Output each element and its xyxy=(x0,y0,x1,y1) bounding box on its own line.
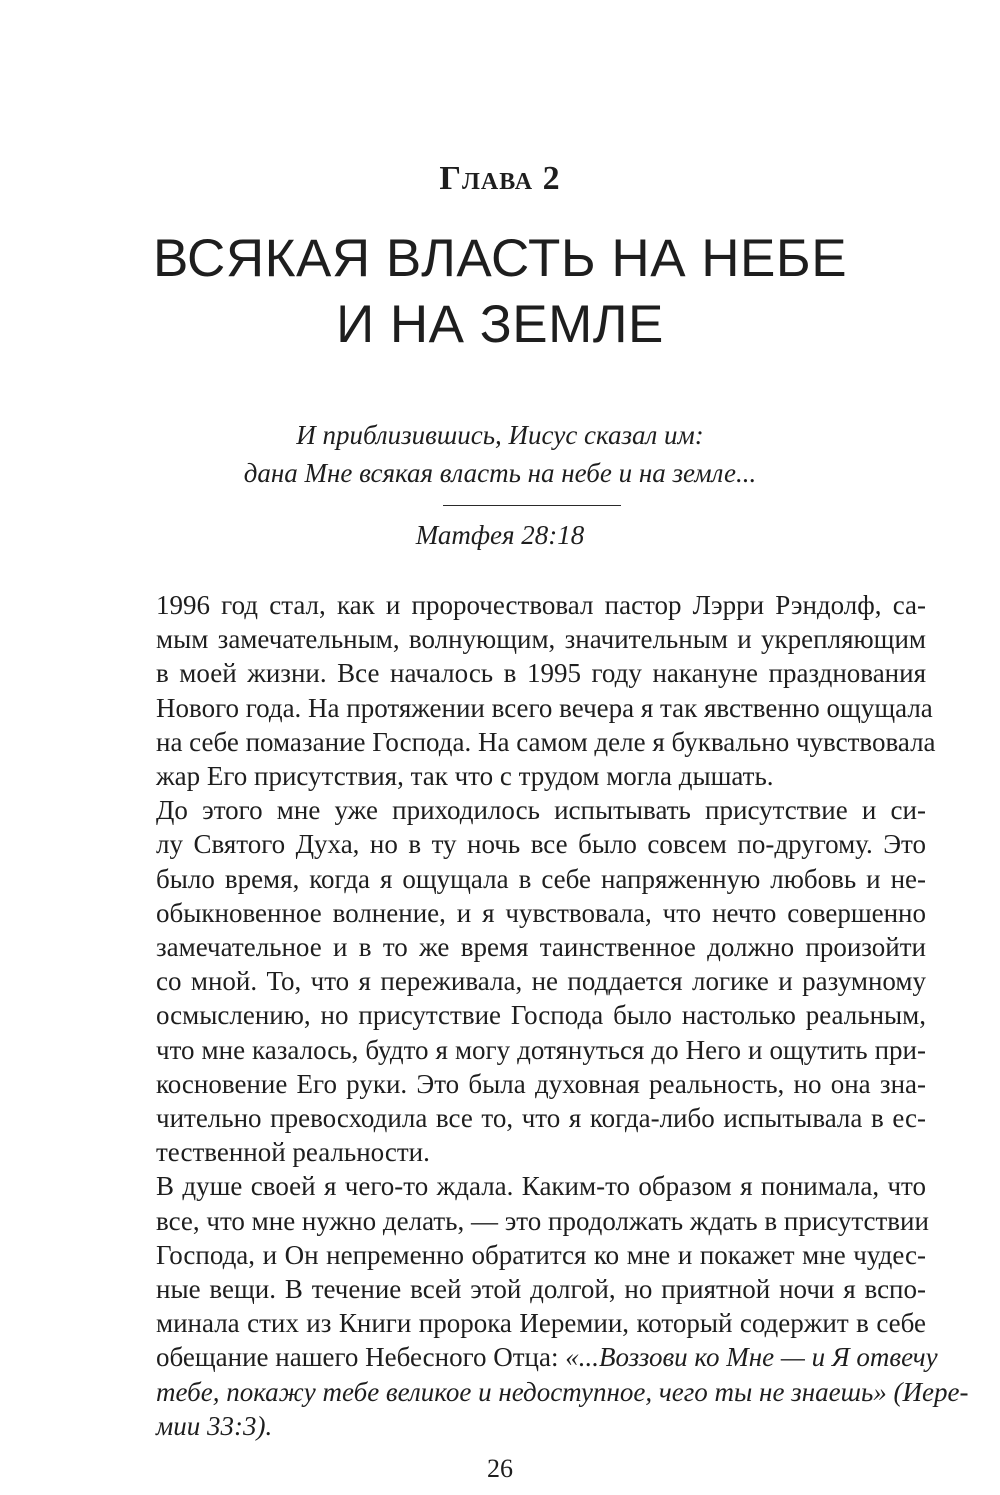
paragraph xyxy=(156,1169,969,1443)
text-line: чительно превосходила все то, что я когда-либо испытывала в ес- xyxy=(156,1103,926,1134)
text-line: осмыслению, но присутствие Господа было настолько реальным, xyxy=(156,1000,926,1031)
text-line: мым замечательным, волнующим, значительным и укрепляющим xyxy=(156,624,926,655)
text-plain: обещание нашего Небесного Отца: xyxy=(156,1342,566,1373)
text-line: жар Его присутствия, так что с трудом могла дышать. xyxy=(156,761,774,792)
text-line: Нового года. На протяжении всего вечера я так явственно ощущала xyxy=(156,692,933,723)
epigraph-divider xyxy=(443,505,621,506)
text-line: со мной. То, что я переживала, не поддается логике и разумному xyxy=(156,966,926,997)
text-line: что мне казалось, будто я могу дотянуться до Него и ощутить при- xyxy=(156,1034,926,1065)
chapter-title xyxy=(0,226,1000,358)
text-line: ные вещи. В течение всей этой долгой, но приятной ночи я вспо- xyxy=(156,1274,926,1305)
scripture-quote: мии 33:3). xyxy=(156,1410,273,1441)
text-line: 1996 год стал, как и пророчествовал пастор Лэрри Рэндолф, са- xyxy=(156,590,926,620)
text-line: косновение Его руки. Это была духовная реальность, но она зна- xyxy=(156,1068,926,1099)
epigraph-line: дана Мне всякая власть на небе и на земле... xyxy=(243,458,757,488)
text-line: лу Святого Духа, но в ту ночь все было совсем по-другому. Это xyxy=(156,829,926,860)
page-number: 26 xyxy=(487,1454,513,1483)
epigraph-reference: Матфея 28:18 xyxy=(415,520,585,550)
paragraph xyxy=(156,588,936,793)
text-line: в моей жизни. Все началось в 1995 году накануне празднования xyxy=(156,658,926,689)
text-line: В душе своей я чего-то ждала. Каким-то образом я понимала, что xyxy=(156,1171,926,1202)
scripture-quote: «...Воззови ко Мне — и Я отвечу xyxy=(565,1342,938,1373)
text-line: тественной реальности. xyxy=(156,1137,430,1168)
text-line: Господа, и Он непременно обратится ко мне и покажет мне чудес- xyxy=(156,1239,926,1270)
text-line: все, что мне нужно делать, — это продолжать ждать в присутствии xyxy=(156,1205,929,1236)
text-plain: минала стих из Книги пророка Иеремии, который содержит в себе xyxy=(156,1308,926,1339)
epigraph xyxy=(0,416,1000,492)
chapter-label: Глава 2 xyxy=(439,160,561,197)
body-text xyxy=(156,588,969,1443)
text-line xyxy=(156,1306,926,1340)
text-line xyxy=(156,1340,938,1374)
paragraph xyxy=(156,793,926,1169)
text-line: обыкновенное волнение, и я чувствовала, что нечто совершенно xyxy=(156,897,926,928)
epigraph-line: И приблизившись, Иисус сказал им: xyxy=(296,420,704,450)
chapter-title-line: ВСЯКАЯ ВЛАСТЬ НА НЕБЕ xyxy=(152,229,848,288)
text-line: было время, когда я ощущала в себе напряженную любовь и не- xyxy=(156,863,926,894)
text-line xyxy=(156,1409,926,1443)
chapter-title-line: И НА ЗЕМЛЕ xyxy=(336,295,664,354)
text-line xyxy=(156,1375,969,1409)
text-line: на себе помазание Господа. На самом деле я буквально чувствовала xyxy=(156,726,936,757)
text-line: До этого мне уже приходилось испытывать присутствие и си- xyxy=(156,795,926,826)
scripture-quote: тебе, покажу тебе великое и недоступное, чего ты не знаешь» (Иере- xyxy=(156,1376,969,1407)
text-line: замечательное и в то же время таинственное должно произойти xyxy=(156,932,926,963)
